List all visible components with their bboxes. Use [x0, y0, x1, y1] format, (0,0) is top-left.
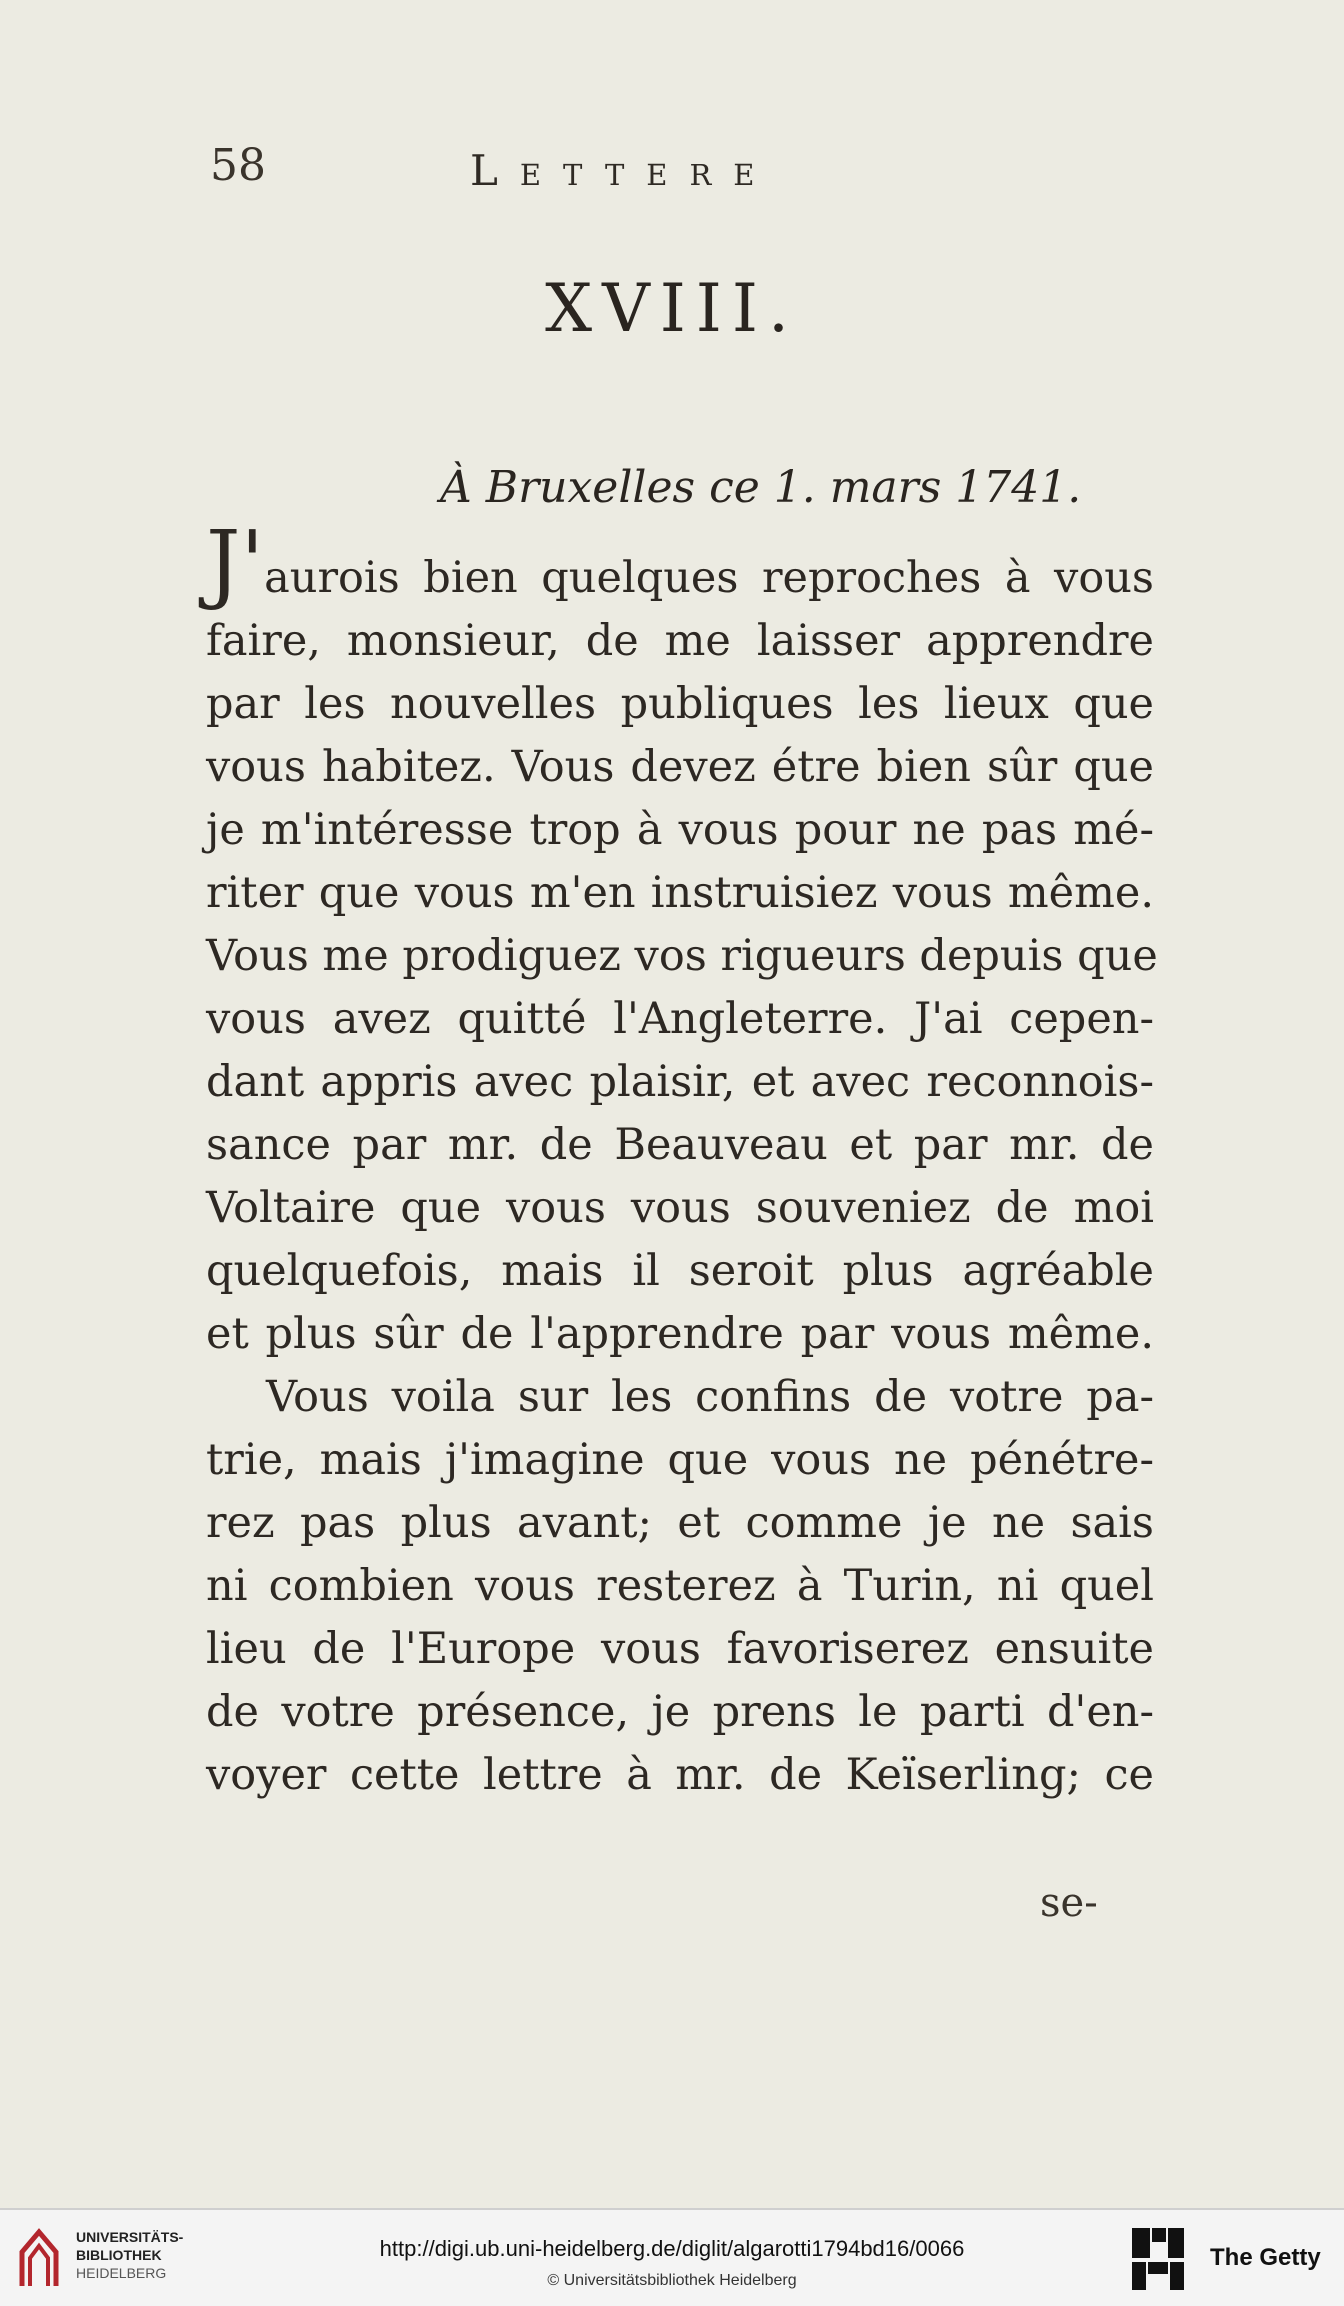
text-line: de votre présence, je prens le parti d'en-	[206, 1687, 1154, 1737]
text-line: vous avez quitté l'Angleterre. J'ai cepen-	[206, 994, 1154, 1044]
letter-body	[206, 513, 1158, 1807]
letter-dateline: À Bruxelles ce 1. mars 1741.	[440, 462, 1082, 513]
viewer-footer	[0, 2208, 1344, 2306]
text-line: dant appris avec plaisir, et avec reconnois-	[206, 1057, 1154, 1107]
text-line: quelquefois, mais il seroit plus agréable	[206, 1246, 1154, 1296]
text-line: vous habitez. Vous devez étre bien sûr que	[206, 742, 1154, 792]
running-head: Lettere	[470, 146, 777, 195]
text-line: Voltaire que vous vous souveniez de moi	[206, 1183, 1154, 1233]
catchword: se-	[1040, 1880, 1098, 1926]
text-line: par les nouvelles publiques les lieux que	[206, 679, 1154, 729]
copyright-notice: © Universitätsbibliothek Heidelberg	[547, 2272, 797, 2289]
text-line: voyer cette lettre à mr. de Keïserling; ce	[206, 1750, 1154, 1800]
library-name-line: HEIDELBERG	[76, 2265, 167, 2281]
text-line: J'aurois bien quelques reproches à vous	[206, 513, 1154, 613]
text-line: ni combien vous resterez à Turin, ni quel	[206, 1561, 1154, 1611]
text-line: Vous me prodiguez vos rigueurs depuis que	[206, 931, 1158, 981]
text-line: lieu de l'Europe vous favoriserez ensuite	[206, 1624, 1154, 1674]
text-line: et plus sûr de l'apprendre par vous même.	[206, 1309, 1154, 1359]
partner-name: The Getty	[1210, 2244, 1321, 2271]
text-line: je m'intéresse trop à vous pour ne pas mé-	[206, 805, 1154, 855]
permalink-url[interactable]: http://digi.ub.uni-heidelberg.de/diglit/algarotti1794bd16/0066	[379, 2236, 965, 2261]
library-name-line: BIBLIOTHEK	[76, 2247, 162, 2263]
text-line: trie, mais j'imagine que vous ne pénétre-	[206, 1435, 1154, 1485]
getty-logo-icon[interactable]	[1130, 2224, 1186, 2294]
library-name-line: UNIVERSITÄTS-	[76, 2229, 184, 2245]
chapter-heading: XVIII.	[545, 270, 799, 347]
text-line: faire, monsieur, de me laisser apprendre	[206, 616, 1154, 666]
text-line: rez pas plus avant; et comme je ne sais	[206, 1498, 1154, 1548]
page-number: 58	[210, 140, 266, 191]
text-line: riter que vous m'en instruisiez vous même.	[206, 868, 1154, 918]
text-line: sance par mr. de Beauveau et par mr. de	[206, 1120, 1154, 1170]
text-line: Vous voila sur les confins de votre pa-	[266, 1372, 1154, 1422]
